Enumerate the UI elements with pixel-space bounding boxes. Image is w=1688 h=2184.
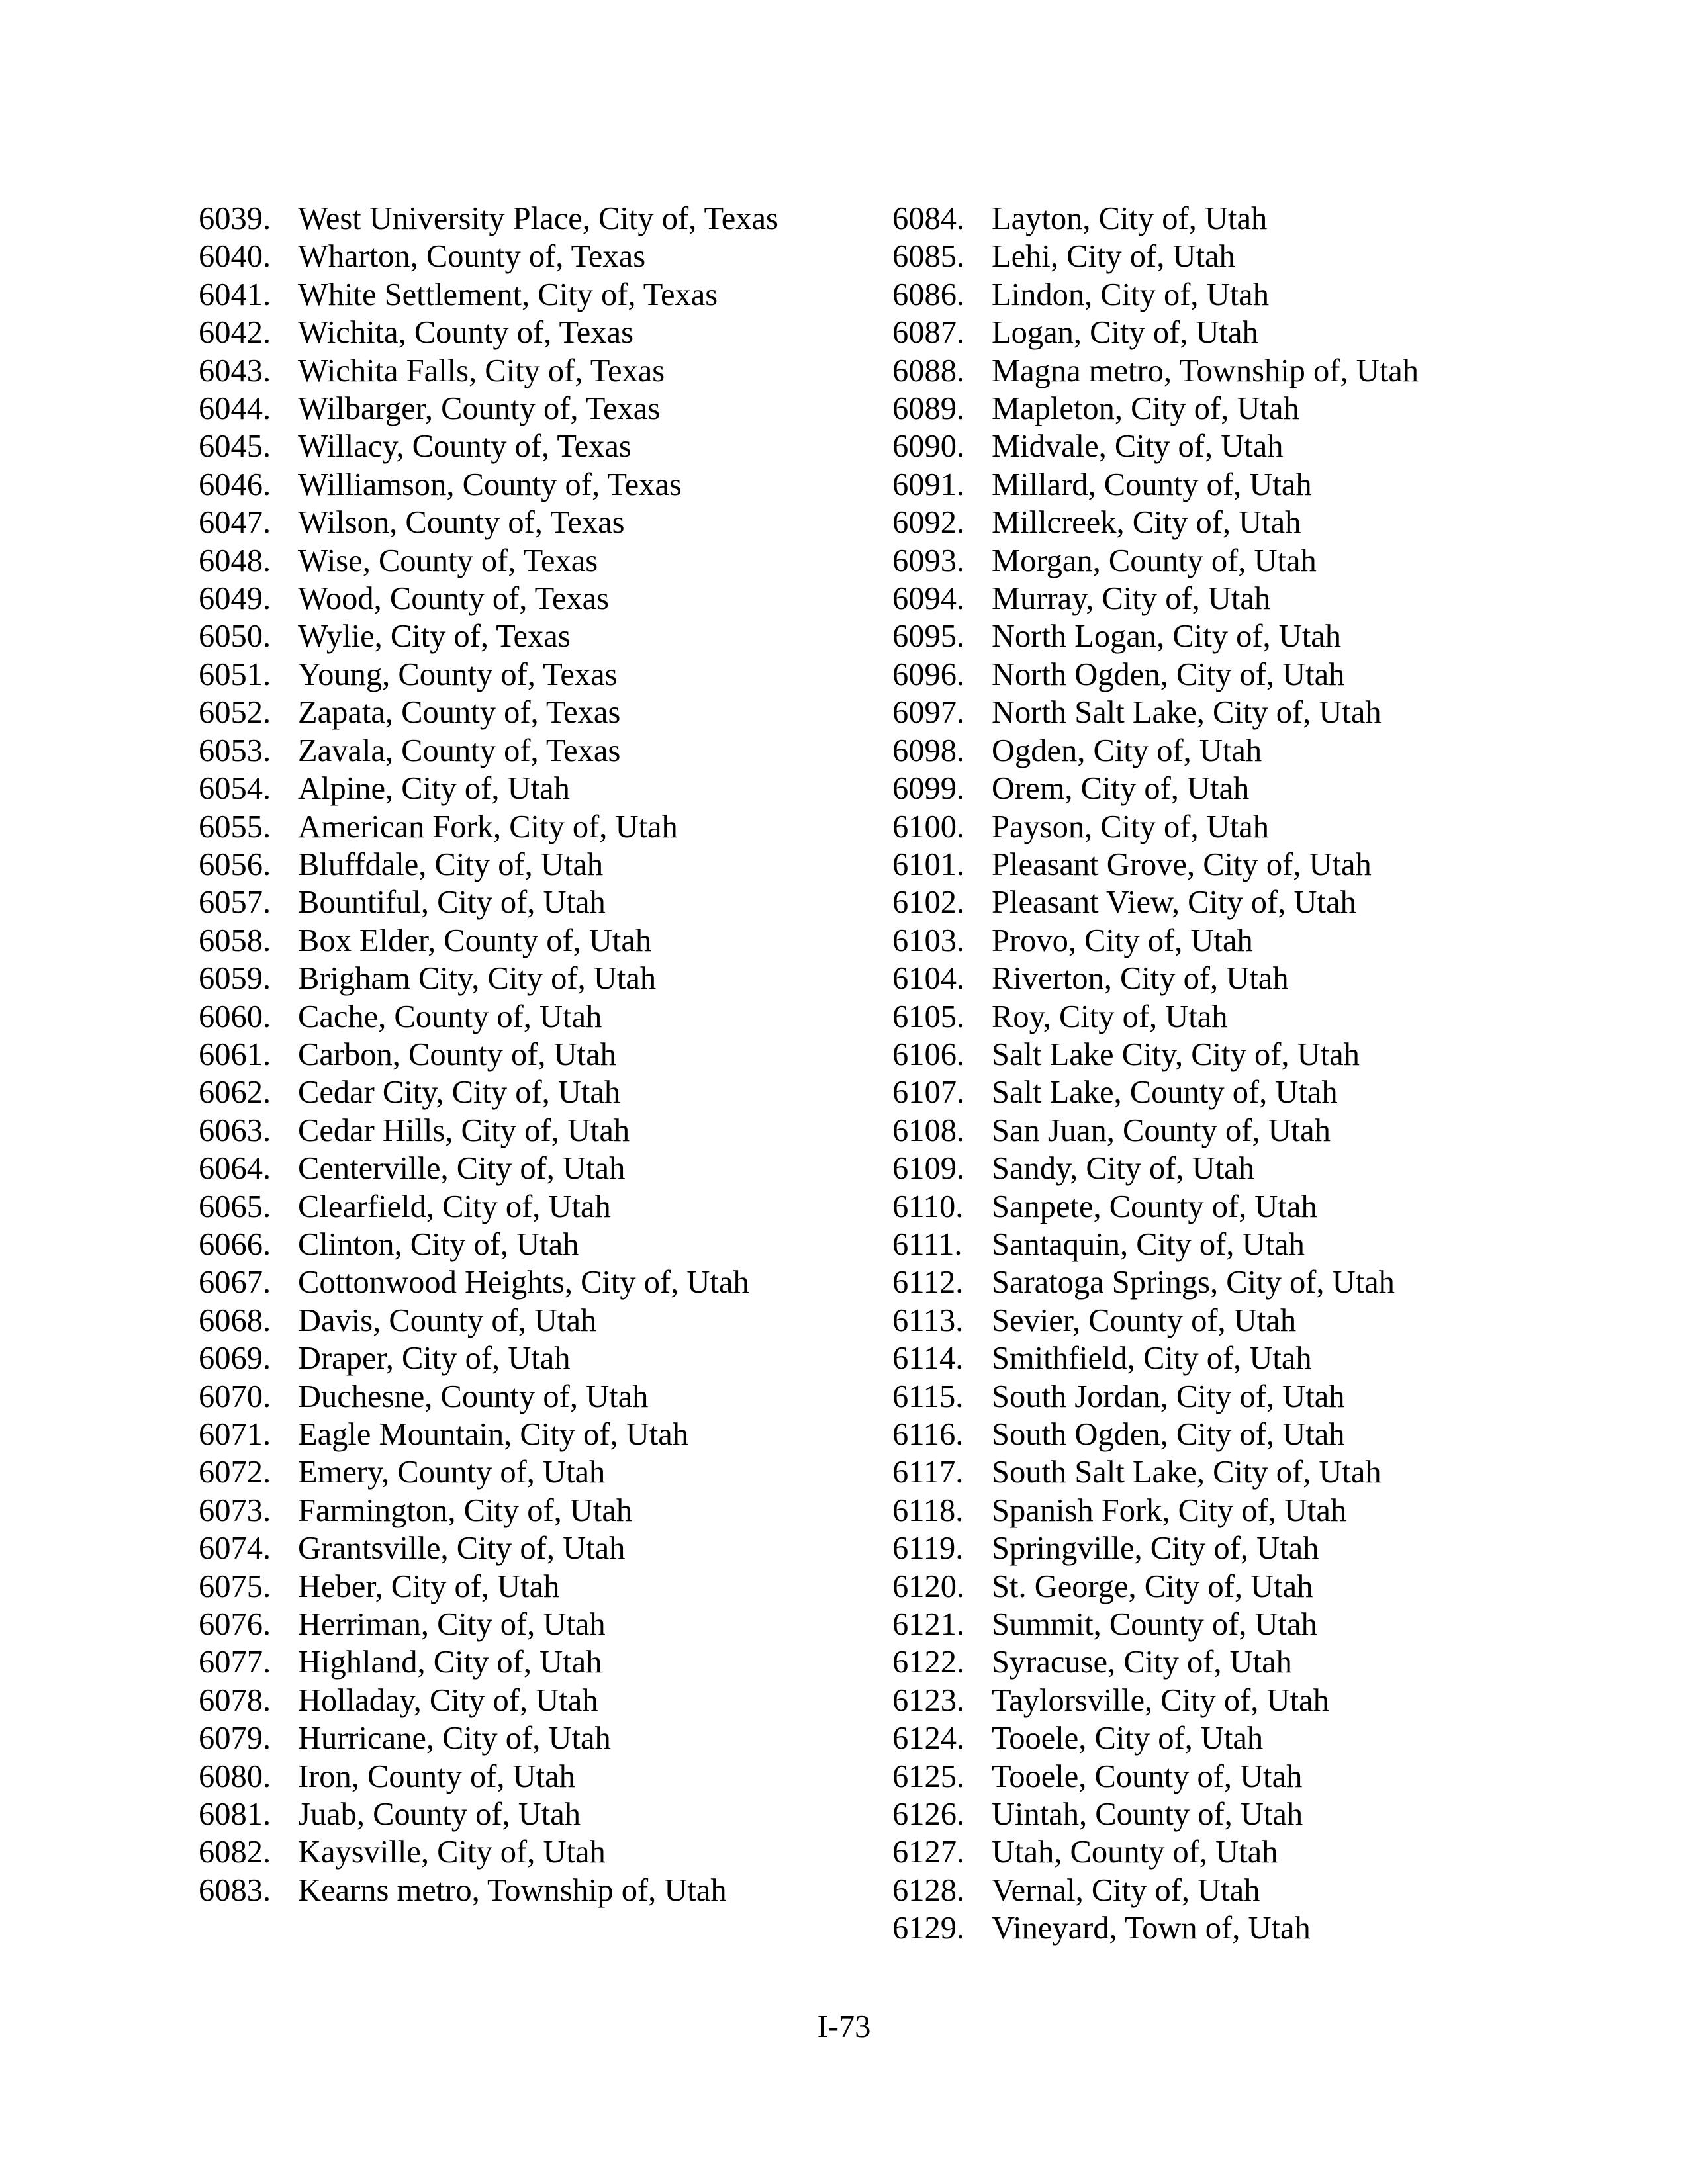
list-item bbox=[892, 200, 1554, 238]
entry-name: Sandy, City of, Utah bbox=[992, 1151, 1254, 1187]
list-item bbox=[892, 884, 1554, 921]
entry-number: 6101. bbox=[892, 846, 965, 882]
list-item bbox=[892, 1112, 1554, 1150]
list-item bbox=[199, 1073, 861, 1111]
entry-number: 6124. bbox=[892, 1721, 965, 1756]
entry-number: 6111. bbox=[892, 1226, 962, 1262]
list-item bbox=[199, 922, 861, 960]
entry-number: 6085. bbox=[892, 239, 965, 275]
entry-name: Williamson, County of, Texas bbox=[298, 467, 682, 502]
entry-name: Wichita Falls, City of, Texas bbox=[298, 353, 665, 388]
list-item bbox=[892, 1150, 1554, 1187]
list-item bbox=[199, 1112, 861, 1150]
entry-name: Centerville, City of, Utah bbox=[298, 1151, 626, 1187]
list-item bbox=[199, 1188, 861, 1226]
entry-name: Holladay, City of, Utah bbox=[298, 1682, 598, 1718]
entry-name: Herriman, City of, Utah bbox=[298, 1607, 606, 1643]
entry-number: 6114. bbox=[892, 1341, 964, 1377]
entry-name: Bluffdale, City of, Utah bbox=[298, 846, 604, 882]
list-item bbox=[199, 998, 861, 1036]
entry-name: Layton, City of, Utah bbox=[992, 201, 1268, 236]
list-item bbox=[199, 1492, 861, 1529]
list-item bbox=[199, 542, 861, 580]
entry-number: 6087. bbox=[892, 315, 965, 351]
list-item bbox=[892, 998, 1554, 1036]
left-entry-column bbox=[199, 200, 861, 1909]
entry-name: Wharton, County of, Texas bbox=[298, 239, 646, 275]
entry-name: Lehi, City of, Utah bbox=[992, 239, 1235, 275]
entry-number: 6044. bbox=[199, 391, 271, 427]
entry-name: Brigham City, City of, Utah bbox=[298, 961, 657, 997]
entry-name: Wilbarger, County of, Texas bbox=[298, 391, 661, 427]
entry-name: Vineyard, Town of, Utah bbox=[992, 1911, 1311, 1946]
list-item bbox=[892, 960, 1554, 997]
entry-name: Juab, County of, Utah bbox=[298, 1797, 581, 1833]
entry-name: Uintah, County of, Utah bbox=[992, 1797, 1303, 1833]
entry-name: Sanpete, County of, Utah bbox=[992, 1189, 1317, 1224]
entry-number: 6048. bbox=[199, 543, 271, 578]
entry-number: 6117. bbox=[892, 1455, 964, 1490]
entry-number: 6088. bbox=[892, 353, 965, 388]
list-item bbox=[892, 1302, 1554, 1340]
entry-number: 6067. bbox=[199, 1265, 271, 1300]
list-item bbox=[199, 960, 861, 997]
entry-name: Utah, County of, Utah bbox=[992, 1835, 1278, 1870]
entry-name: Young, County of, Texas bbox=[298, 657, 618, 692]
entry-number: 6045. bbox=[199, 429, 271, 465]
entry-name: South Salt Lake, City of, Utah bbox=[992, 1455, 1382, 1490]
list-item bbox=[892, 1340, 1554, 1377]
list-item bbox=[892, 428, 1554, 465]
entry-number: 6105. bbox=[892, 999, 965, 1034]
entry-number: 6047. bbox=[199, 505, 271, 541]
entry-name: Roy, City of, Utah bbox=[992, 999, 1228, 1034]
entry-name: Kaysville, City of, Utah bbox=[298, 1835, 606, 1870]
entry-number: 6106. bbox=[892, 1036, 965, 1072]
entry-number: 6091. bbox=[892, 467, 965, 502]
entry-name: Tooele, City of, Utah bbox=[992, 1721, 1264, 1756]
entry-number: 6070. bbox=[199, 1379, 271, 1414]
entry-number: 6123. bbox=[892, 1682, 965, 1718]
list-item bbox=[199, 390, 861, 428]
entry-name: Millard, County of, Utah bbox=[992, 467, 1312, 502]
entry-name: Salt Lake, County of, Utah bbox=[992, 1075, 1338, 1111]
entry-name: Wilson, County of, Texas bbox=[298, 505, 625, 541]
list-item bbox=[199, 1643, 861, 1681]
entry-number: 6051. bbox=[199, 657, 271, 692]
entry-name: Tooele, County of, Utah bbox=[992, 1758, 1303, 1794]
entry-name: Hurricane, City of, Utah bbox=[298, 1721, 611, 1756]
entry-name: Wylie, City of, Texas bbox=[298, 619, 571, 655]
entry-number: 6129. bbox=[892, 1911, 965, 1946]
entry-name: Sevier, County of, Utah bbox=[992, 1302, 1297, 1338]
entry-number: 6077. bbox=[199, 1645, 271, 1680]
entry-name: Alpine, City of, Utah bbox=[298, 771, 570, 807]
entry-name: Zapata, County of, Texas bbox=[298, 695, 621, 731]
list-item bbox=[199, 1606, 861, 1643]
entry-name: North Ogden, City of, Utah bbox=[992, 657, 1345, 692]
entry-name: Saratoga Springs, City of, Utah bbox=[992, 1265, 1395, 1300]
list-item bbox=[892, 1872, 1554, 1909]
list-item bbox=[892, 1833, 1554, 1871]
entry-number: 6062. bbox=[199, 1075, 271, 1111]
entry-name: Cedar Hills, City of, Utah bbox=[298, 1113, 630, 1148]
entry-name: Farmington, City of, Utah bbox=[298, 1492, 633, 1528]
entry-name: San Juan, County of, Utah bbox=[992, 1113, 1331, 1148]
list-item bbox=[892, 276, 1554, 314]
list-item bbox=[199, 846, 861, 884]
entry-number: 6076. bbox=[199, 1607, 271, 1643]
list-item bbox=[199, 732, 861, 770]
list-item bbox=[892, 1226, 1554, 1263]
entry-number: 6104. bbox=[892, 961, 965, 997]
list-item bbox=[892, 352, 1554, 390]
entry-number: 6040. bbox=[199, 239, 271, 275]
entry-number: 6109. bbox=[892, 1151, 965, 1187]
entry-number: 6103. bbox=[892, 923, 965, 958]
entry-name: Clinton, City of, Utah bbox=[298, 1226, 579, 1262]
entry-number: 6119. bbox=[892, 1531, 964, 1567]
entry-number: 6127. bbox=[892, 1835, 965, 1870]
entry-number: 6099. bbox=[892, 771, 965, 807]
list-item bbox=[892, 390, 1554, 428]
list-item bbox=[892, 1453, 1554, 1491]
entry-number: 6095. bbox=[892, 619, 965, 655]
list-item bbox=[199, 1453, 861, 1491]
list-item bbox=[892, 580, 1554, 617]
entry-name: Pleasant View, City of, Utah bbox=[992, 885, 1356, 921]
list-item bbox=[892, 1529, 1554, 1567]
entry-number: 6060. bbox=[199, 999, 271, 1034]
entry-number: 6068. bbox=[199, 1302, 271, 1338]
list-item bbox=[199, 428, 861, 465]
entry-number: 6057. bbox=[199, 885, 271, 921]
entry-number: 6126. bbox=[892, 1797, 965, 1833]
entry-number: 6093. bbox=[892, 543, 965, 578]
list-item bbox=[199, 1226, 861, 1263]
list-item bbox=[892, 1568, 1554, 1606]
entry-number: 6125. bbox=[892, 1758, 965, 1794]
entry-name: Payson, City of, Utah bbox=[992, 809, 1269, 844]
entry-name: Santaquin, City of, Utah bbox=[992, 1226, 1305, 1262]
entry-name: Wood, County of, Texas bbox=[298, 581, 610, 617]
entry-number: 6092. bbox=[892, 505, 965, 541]
entry-name: Springville, City of, Utah bbox=[992, 1531, 1319, 1567]
list-item bbox=[199, 617, 861, 655]
list-item bbox=[199, 1682, 861, 1719]
entry-name: Spanish Fork, City of, Utah bbox=[992, 1492, 1347, 1528]
entry-name: Davis, County of, Utah bbox=[298, 1302, 597, 1338]
entry-number: 6110. bbox=[892, 1189, 964, 1224]
page-number: I-73 bbox=[817, 2009, 871, 2044]
entry-number: 6052. bbox=[199, 695, 271, 731]
list-item bbox=[199, 1719, 861, 1757]
list-item bbox=[892, 1073, 1554, 1111]
list-item bbox=[199, 276, 861, 314]
entry-number: 6080. bbox=[199, 1758, 271, 1794]
entry-name: Magna metro, Township of, Utah bbox=[992, 353, 1419, 388]
list-item bbox=[199, 1872, 861, 1909]
entry-number: 6082. bbox=[199, 1835, 271, 1870]
entry-number: 6115. bbox=[892, 1379, 964, 1414]
entry-name: Willacy, County of, Texas bbox=[298, 429, 632, 465]
entry-name: St. George, City of, Utah bbox=[992, 1569, 1313, 1604]
entry-number: 6118. bbox=[892, 1492, 964, 1528]
list-item bbox=[892, 1378, 1554, 1416]
entry-number: 6083. bbox=[199, 1872, 271, 1908]
entry-name: Taylorsville, City of, Utah bbox=[992, 1682, 1329, 1718]
entry-number: 6086. bbox=[892, 277, 965, 312]
entry-number: 6107. bbox=[892, 1075, 965, 1111]
list-item bbox=[199, 1529, 861, 1567]
entry-number: 6058. bbox=[199, 923, 271, 958]
entry-name: North Salt Lake, City of, Utah bbox=[992, 695, 1382, 731]
entry-number: 6075. bbox=[199, 1569, 271, 1604]
entry-number: 6074. bbox=[199, 1531, 271, 1567]
list-item bbox=[892, 314, 1554, 351]
entry-number: 6041. bbox=[199, 277, 271, 312]
list-item bbox=[892, 1682, 1554, 1719]
entry-number: 6108. bbox=[892, 1113, 965, 1148]
list-item bbox=[199, 1150, 861, 1187]
entry-number: 6056. bbox=[199, 846, 271, 882]
entry-name: Orem, City of, Utah bbox=[992, 771, 1250, 807]
entry-number: 6116. bbox=[892, 1417, 964, 1452]
list-item bbox=[199, 770, 861, 807]
entry-number: 6054. bbox=[199, 771, 271, 807]
entry-name: Salt Lake City, City of, Utah bbox=[992, 1036, 1360, 1072]
entry-number: 6053. bbox=[199, 733, 271, 768]
entry-number: 6120. bbox=[892, 1569, 965, 1604]
entry-number: 6065. bbox=[199, 1189, 271, 1224]
entry-name: Murray, City of, Utah bbox=[992, 581, 1271, 617]
entry-number: 6078. bbox=[199, 1682, 271, 1718]
entry-name: Kearns metro, Township of, Utah bbox=[298, 1872, 727, 1908]
list-item bbox=[199, 1568, 861, 1606]
right-entry-column bbox=[892, 200, 1554, 1948]
entry-number: 6128. bbox=[892, 1872, 965, 1908]
list-item bbox=[892, 732, 1554, 770]
list-item bbox=[199, 352, 861, 390]
list-item bbox=[892, 1719, 1554, 1757]
entry-name: Syracuse, City of, Utah bbox=[992, 1645, 1292, 1680]
entry-number: 6059. bbox=[199, 961, 271, 997]
entry-number: 6050. bbox=[199, 619, 271, 655]
entry-name: Highland, City of, Utah bbox=[298, 1645, 602, 1680]
entry-name: Bountiful, City of, Utah bbox=[298, 885, 606, 921]
entry-number: 6084. bbox=[892, 201, 965, 236]
entry-number: 6039. bbox=[199, 201, 271, 236]
list-item bbox=[199, 1302, 861, 1340]
list-item bbox=[892, 1606, 1554, 1643]
list-item bbox=[892, 1188, 1554, 1226]
entry-name: Cottonwood Heights, City of, Utah bbox=[298, 1265, 749, 1300]
entry-name: Grantsville, City of, Utah bbox=[298, 1531, 626, 1567]
list-item bbox=[892, 1416, 1554, 1453]
entry-name: Wise, County of, Texas bbox=[298, 543, 598, 578]
list-item bbox=[199, 1378, 861, 1416]
entry-name: Eagle Mountain, City of, Utah bbox=[298, 1417, 688, 1452]
entry-number: 6069. bbox=[199, 1341, 271, 1377]
list-item bbox=[892, 1263, 1554, 1301]
list-item bbox=[892, 1036, 1554, 1073]
entry-name: Riverton, City of, Utah bbox=[992, 961, 1289, 997]
entry-number: 6071. bbox=[199, 1417, 271, 1452]
entry-number: 6079. bbox=[199, 1721, 271, 1756]
entry-number: 6042. bbox=[199, 315, 271, 351]
entry-name: Carbon, County of, Utah bbox=[298, 1036, 616, 1072]
list-item bbox=[892, 238, 1554, 275]
entry-name: Emery, County of, Utah bbox=[298, 1455, 606, 1490]
entry-number: 6102. bbox=[892, 885, 965, 921]
entry-name: West University Place, City of, Texas bbox=[298, 201, 778, 236]
list-item bbox=[199, 694, 861, 731]
list-item bbox=[892, 1909, 1554, 1947]
list-item bbox=[199, 1416, 861, 1453]
entry-number: 6122. bbox=[892, 1645, 965, 1680]
list-item bbox=[199, 1340, 861, 1377]
list-item bbox=[892, 1492, 1554, 1529]
list-item bbox=[892, 1796, 1554, 1833]
entry-number: 6097. bbox=[892, 695, 965, 731]
entry-number: 6113. bbox=[892, 1302, 964, 1338]
entry-name: Logan, City of, Utah bbox=[992, 315, 1258, 351]
list-item bbox=[199, 504, 861, 541]
entry-number: 6100. bbox=[892, 809, 965, 844]
entry-name: Vernal, City of, Utah bbox=[992, 1872, 1260, 1908]
entry-name: Ogden, City of, Utah bbox=[992, 733, 1262, 768]
entry-number: 6046. bbox=[199, 467, 271, 502]
entry-number: 6055. bbox=[199, 809, 271, 844]
entry-name: Cache, County of, Utah bbox=[298, 999, 602, 1034]
entry-name: Iron, County of, Utah bbox=[298, 1758, 575, 1794]
list-item bbox=[892, 542, 1554, 580]
entry-name: Draper, City of, Utah bbox=[298, 1341, 571, 1377]
list-item bbox=[199, 1833, 861, 1871]
entry-number: 6049. bbox=[199, 581, 271, 617]
list-item bbox=[892, 1758, 1554, 1796]
list-item bbox=[199, 238, 861, 275]
list-item bbox=[199, 808, 861, 846]
entry-number: 6061. bbox=[199, 1036, 271, 1072]
entry-name: Mapleton, City of, Utah bbox=[992, 391, 1299, 427]
entry-name: Cedar City, City of, Utah bbox=[298, 1075, 621, 1111]
list-item bbox=[892, 694, 1554, 731]
entry-name: Summit, County of, Utah bbox=[992, 1607, 1317, 1643]
entry-name: Smithfield, City of, Utah bbox=[992, 1341, 1312, 1377]
list-item bbox=[892, 770, 1554, 807]
entry-name: Zavala, County of, Texas bbox=[298, 733, 621, 768]
entry-name: Millcreek, City of, Utah bbox=[992, 505, 1301, 541]
entry-number: 6081. bbox=[199, 1797, 271, 1833]
list-item bbox=[199, 466, 861, 504]
entry-name: Heber, City of, Utah bbox=[298, 1569, 560, 1604]
entry-number: 6043. bbox=[199, 353, 271, 388]
entry-number: 6090. bbox=[892, 429, 965, 465]
entry-name: Provo, City of, Utah bbox=[992, 923, 1253, 958]
list-item bbox=[892, 504, 1554, 541]
list-item bbox=[199, 1263, 861, 1301]
entry-name: Clearfield, City of, Utah bbox=[298, 1189, 611, 1224]
list-item bbox=[199, 656, 861, 694]
entry-name: North Logan, City of, Utah bbox=[992, 619, 1342, 655]
list-item bbox=[199, 884, 861, 921]
entry-name: Pleasant Grove, City of, Utah bbox=[992, 846, 1372, 882]
entry-name: South Jordan, City of, Utah bbox=[992, 1379, 1345, 1414]
entry-number: 6094. bbox=[892, 581, 965, 617]
list-item bbox=[892, 922, 1554, 960]
entry-name: Midvale, City of, Utah bbox=[992, 429, 1284, 465]
list-item bbox=[199, 580, 861, 617]
entry-number: 6098. bbox=[892, 733, 965, 768]
entry-number: 6063. bbox=[199, 1113, 271, 1148]
entry-number: 6112. bbox=[892, 1265, 964, 1300]
entry-name: South Ogden, City of, Utah bbox=[992, 1417, 1345, 1452]
entry-name: Lindon, City of, Utah bbox=[992, 277, 1269, 312]
entry-number: 6066. bbox=[199, 1226, 271, 1262]
entry-name: American Fork, City of, Utah bbox=[298, 809, 678, 844]
list-item bbox=[199, 200, 861, 238]
entry-name: Wichita, County of, Texas bbox=[298, 315, 633, 351]
entry-number: 6096. bbox=[892, 657, 965, 692]
list-item bbox=[199, 1758, 861, 1796]
list-item bbox=[892, 617, 1554, 655]
entry-name: Box Elder, County of, Utah bbox=[298, 923, 652, 958]
entry-name: Duchesne, County of, Utah bbox=[298, 1379, 649, 1414]
list-item bbox=[892, 1643, 1554, 1681]
entry-name: Morgan, County of, Utah bbox=[992, 543, 1317, 578]
list-item bbox=[199, 1796, 861, 1833]
entry-name: White Settlement, City of, Texas bbox=[298, 277, 718, 312]
entry-number: 6089. bbox=[892, 391, 965, 427]
entry-number: 6064. bbox=[199, 1151, 271, 1187]
list-item bbox=[892, 808, 1554, 846]
entry-number: 6073. bbox=[199, 1492, 271, 1528]
entry-number: 6121. bbox=[892, 1607, 965, 1643]
list-item bbox=[892, 466, 1554, 504]
entry-number: 6072. bbox=[199, 1455, 271, 1490]
list-item bbox=[199, 1036, 861, 1073]
list-item bbox=[892, 846, 1554, 884]
list-item bbox=[199, 314, 861, 351]
list-item bbox=[892, 656, 1554, 694]
